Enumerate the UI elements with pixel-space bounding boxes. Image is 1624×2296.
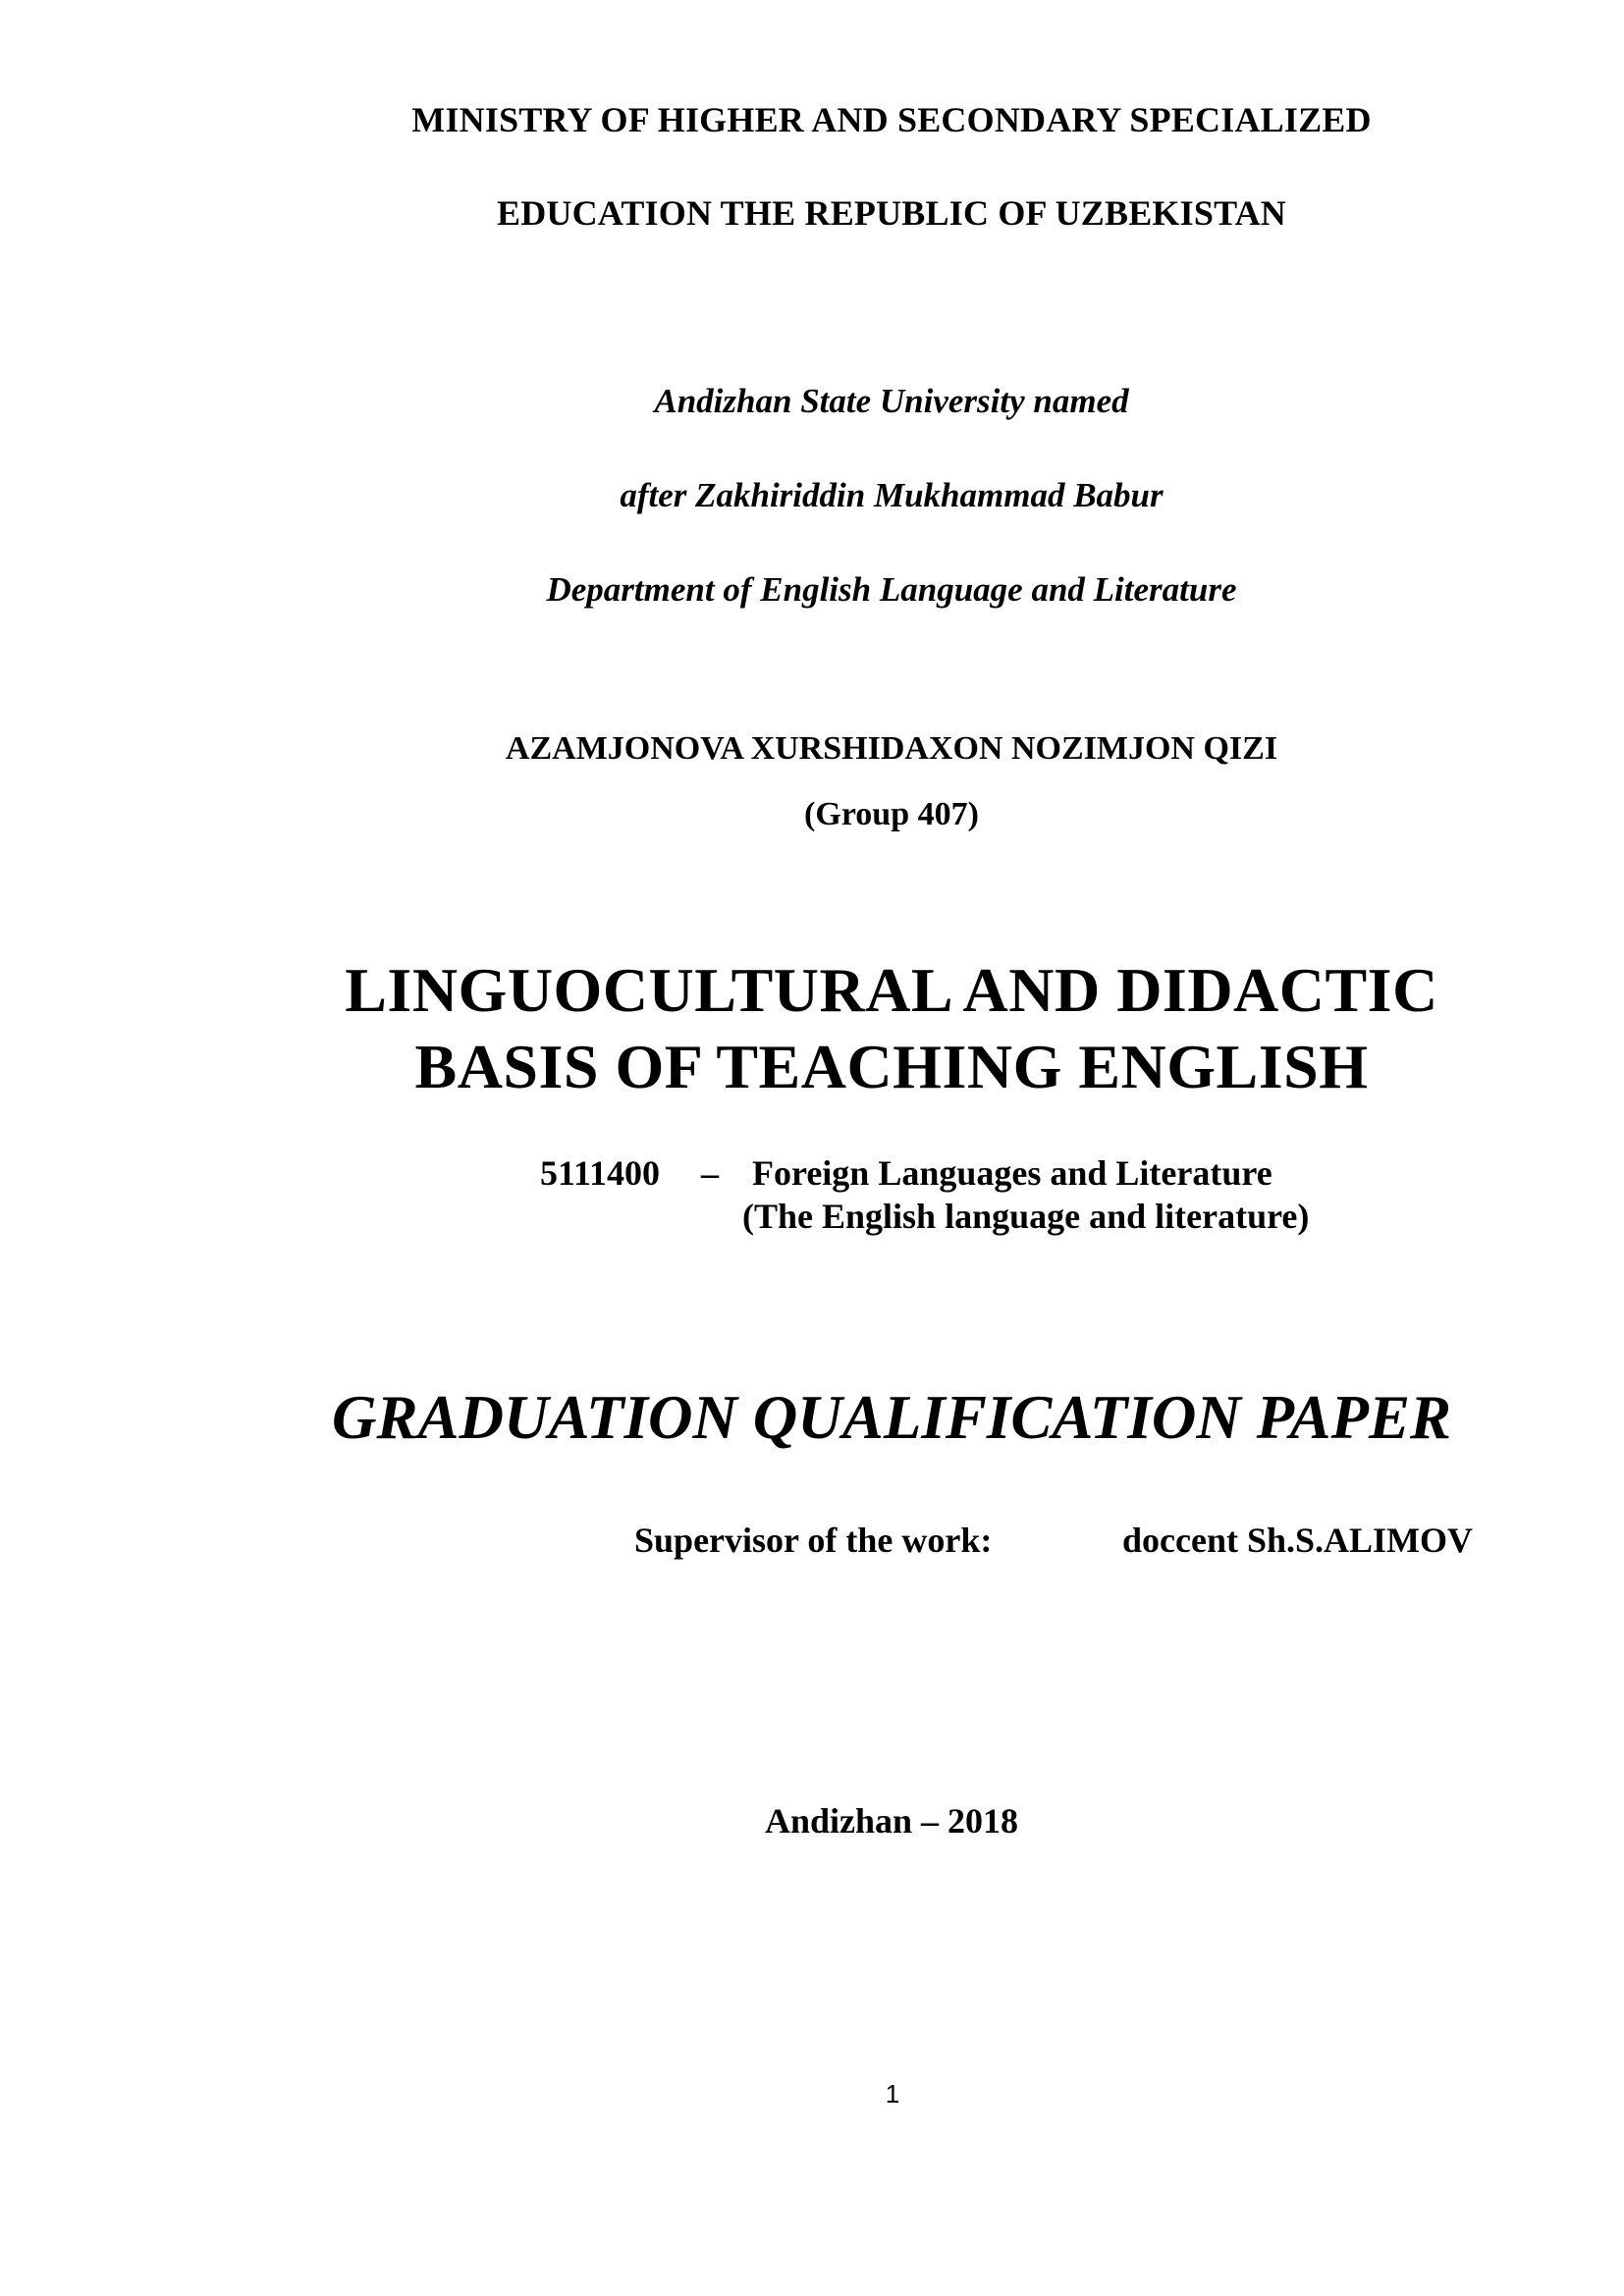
- supervisor-name: doccent Sh.S.ALIMOV: [1122, 1521, 1474, 1560]
- place-and-year: Andizhan – 2018: [764, 1801, 1019, 1841]
- thesis-title-line-2: BASIS OF TEACHING ENGLISH: [414, 1032, 1369, 1101]
- department-line: Department of English Language and Literature: [546, 570, 1237, 609]
- supervisor-label: Supervisor of the work:: [634, 1521, 993, 1560]
- specialty-code: 5111400: [540, 1153, 661, 1193]
- university-line-1: Andizhan State University named: [654, 382, 1129, 420]
- specialty-dash: –: [701, 1153, 719, 1193]
- thesis-title-line-1: LINGUOCULTURAL AND DIDACTIC: [345, 955, 1438, 1025]
- specialty-name: Foreign Languages and Literature: [752, 1153, 1272, 1193]
- ministry-line-2: EDUCATION THE REPUBLIC OF UZBEKISTAN: [496, 193, 1287, 233]
- student-group: (Group 407): [804, 796, 979, 832]
- page-number: 1: [885, 2079, 900, 2109]
- specialty-subname: (The English language and literature): [742, 1197, 1310, 1236]
- student-name: AZAMJONOVA XURSHIDAXON NOZIMJON QIZI: [505, 730, 1278, 767]
- paper-type-heading: GRADUATION QUALIFICATION PAPER: [331, 1383, 1452, 1452]
- ministry-line-1: MINISTRY OF HIGHER AND SECONDARY SPECIALIZED: [411, 100, 1372, 139]
- university-line-2: after Zakhiriddin Mukhammad Babur: [620, 476, 1164, 514]
